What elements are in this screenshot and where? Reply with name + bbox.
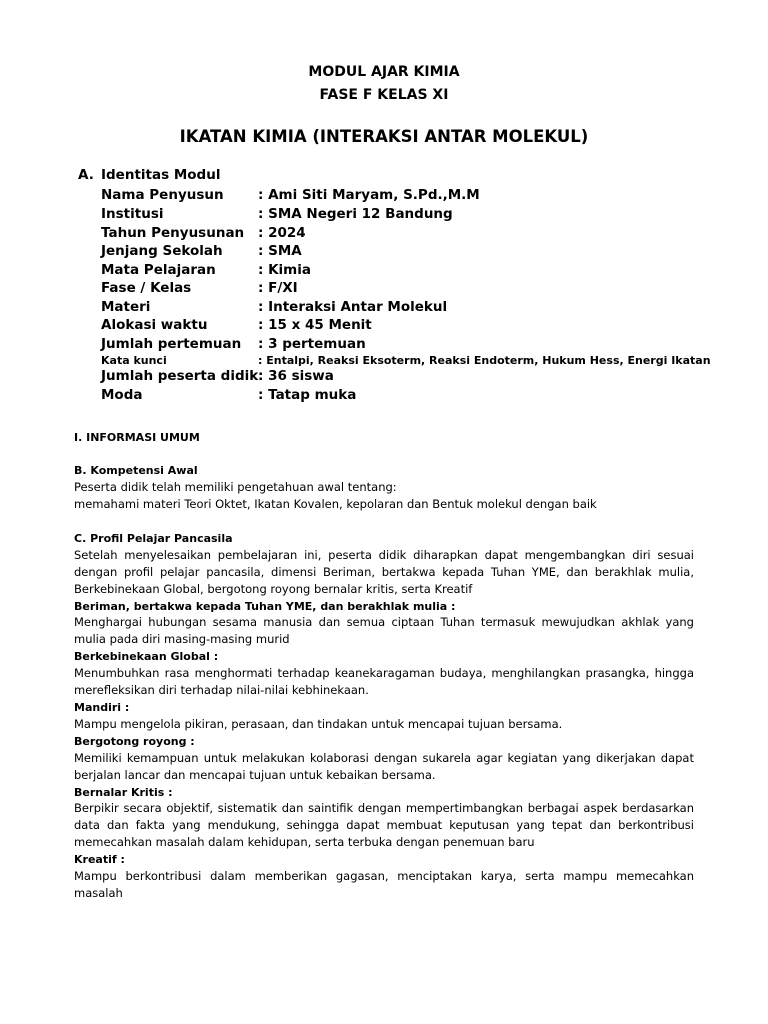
kompetensi-heading: B. Kompetensi Awal <box>74 464 198 477</box>
profil-item-title: Bergotong royong : <box>74 735 195 748</box>
row-label: Institusi <box>101 206 164 222</box>
row-label: Moda <box>101 387 143 403</box>
row-label: Materi <box>101 299 151 315</box>
row-label: Mata Pelajaran <box>101 262 216 278</box>
row-label: Jenjang Sekolah <box>101 243 223 259</box>
row-value: : 2024 <box>258 225 306 241</box>
title-line-1: MODUL AJAR KIMIA <box>308 64 460 80</box>
row-value: : SMA <box>258 243 302 259</box>
row-label: Jumlah peserta didik <box>101 368 259 384</box>
kompetensi-line: memahami materi Teori Oktet, Ikatan Kovalen, kepolaran dan Bentuk molekul dengan baik <box>74 497 597 511</box>
profil-item-text: Mampu mengelola pikiran, perasaan, dan tindakan untuk mencapai tujuan bersama. <box>74 717 563 731</box>
row-value: : Tatap muka <box>258 387 357 403</box>
identitas-heading <box>78 166 220 184</box>
profil-item-text: Menumbuhkan rasa menghormati terhadap keanekaragaman budaya, menghilangkan prasangka, hingga merefleksikan diri terhadap nilai-nilai kebhinekaan. <box>74 666 694 697</box>
row-label: Alokasi waktu <box>101 317 208 333</box>
profil-item-title: Kreatif : <box>74 853 125 866</box>
row-value: : Ami Siti Maryam, S.Pd.,M.M <box>258 187 480 203</box>
profil-item-title: Beriman, bertakwa kepada Tuhan YME, dan berakhlak mulia : <box>74 600 456 613</box>
row-label: Fase / Kelas <box>101 280 192 296</box>
row-label: Tahun Penyusunan <box>101 225 245 241</box>
row-value: : 36 siswa <box>258 368 334 384</box>
row-value: : SMA Negeri 12 Bandung <box>258 206 453 222</box>
section-heading-informasi-umum: I. INFORMASI UMUM <box>74 431 200 444</box>
row-value: : 3 pertemuan <box>258 336 366 352</box>
row-value: : 15 x 45 Menit <box>258 317 372 333</box>
profil-item-title: Berkebinekaan Global : <box>74 650 219 663</box>
row-label: Nama Penyusun <box>101 187 224 203</box>
profil-intro: Setelah menyelesaikan pembelajaran ini, peserta didik diharapkan dapat mengembangkan diri sesuai dengan profil pelajar pancasila, dimensi Beriman, bertakwa kepada Tuhan YME, dan berakhlak mulia, Berkebinekaan Global, bergotong royong bernalar kritis, serta Kreatif <box>74 548 694 596</box>
profil-item-text: Memiliki kemampuan untuk melakukan kolaborasi dengan sukarela agar kegiatan yang dikerjakan dapat berjalan lancar dan mencapai tujuan untuk kebaikan bersama. <box>74 751 694 782</box>
profil-item-text: Berpikir secara objektif, sistematik dan saintifik dengan mempertimbangkan berbagai aspek berdasarkan data dan fakta yang mendukung, sehingga dapat membuat keputusan yang tepat dan berkontribusi memecahkan masalah dalam kehidupan, serta terbuka dengan penemuan baru <box>74 801 694 849</box>
row-value: : F/XI <box>258 280 298 296</box>
profil-heading: C. Profil Pelajar Pancasila <box>74 532 233 545</box>
row-value: : Interaksi Antar Molekul <box>258 299 448 315</box>
row-label: Jumlah pertemuan <box>101 336 242 352</box>
title-line-2: FASE F KELAS XI <box>319 87 449 103</box>
profil-item-text: Mampu berkontribusi dalam memberikan gagasan, menciptakan karya, serta mampu memecahkan masalah <box>74 869 694 900</box>
section-letter: A. <box>78 167 94 183</box>
profil-item-text: Menghargai hubungan sesama manusia dan semua ciptaan Tuhan termasuk mewujudkan akhlak yang mulia pada diri masing-masing murid <box>74 615 694 646</box>
row-label: Kata kunci <box>101 354 167 367</box>
identitas-heading-text: Identitas Modul <box>101 167 221 183</box>
kompetensi-line: Peserta didik telah memiliki pengetahuan awal tentang: <box>74 480 397 494</box>
row-value: : Kimia <box>258 262 311 278</box>
profil-item-title: Bernalar Kritis : <box>74 786 173 799</box>
row-value: : Entalpi, Reaksi Eksoterm, Reaksi Endoterm, Hukum Hess, Energi Ikatan <box>258 354 711 367</box>
main-title: IKATAN KIMIA (INTERAKSI ANTAR MOLEKUL) <box>179 127 589 146</box>
profil-item-title: Mandiri : <box>74 701 130 714</box>
